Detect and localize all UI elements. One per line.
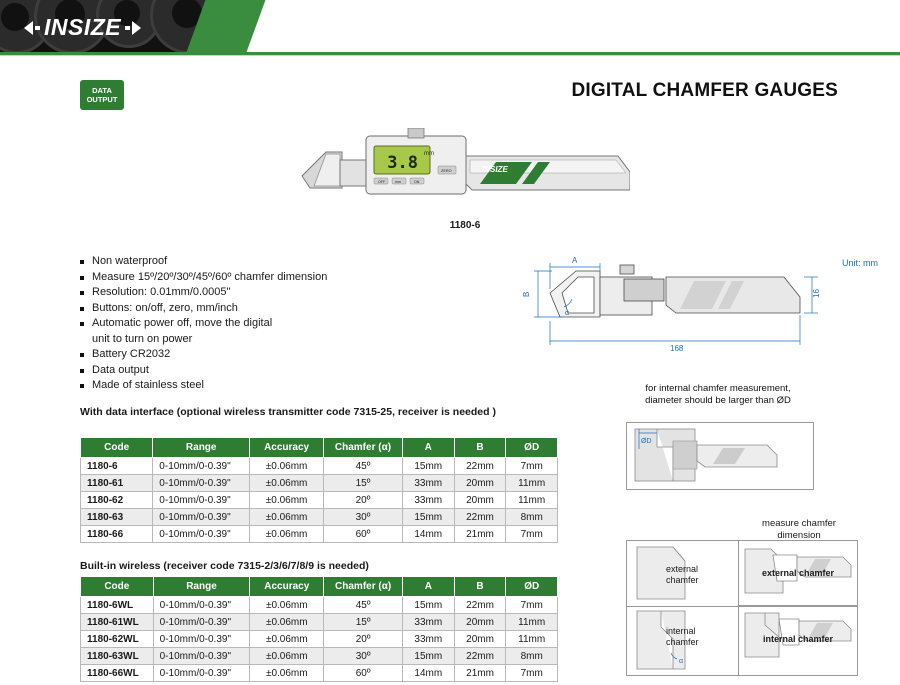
cell-accuracy: ±0.06mm (250, 458, 324, 475)
cell-code: 1180-63WL (81, 648, 154, 665)
cell-b: 21mm (454, 526, 506, 543)
list-item: Made of stainless steel (80, 379, 400, 393)
cell-b: 22mm (454, 597, 506, 614)
od-diagram-svg (627, 423, 811, 487)
internal-chamfer-text: internal chamfer (666, 626, 699, 647)
table-row (81, 631, 558, 648)
cell-od: 7mm (506, 665, 558, 682)
cell-b: 22mm (454, 509, 506, 526)
cell-od: 7mm (506, 526, 558, 543)
table-row (81, 665, 558, 682)
cell-chamfer: 45º (324, 597, 403, 614)
external-chamfer-text: external chamfer (666, 564, 699, 585)
cell-chamfer: 45º (324, 458, 403, 475)
table1-header-row (81, 438, 558, 458)
cell-accuracy: ±0.06mm (250, 597, 324, 614)
cell-od: 11mm (506, 614, 558, 631)
cell-od: 8mm (506, 509, 558, 526)
table1-col-a: A (402, 438, 454, 458)
product-photo (300, 128, 630, 206)
cell-a: 14mm (402, 665, 454, 682)
cell-a: 15mm (402, 458, 454, 475)
table2-col-od: ØD (506, 577, 558, 597)
cell-code: 1180-62 (81, 492, 153, 509)
cell-accuracy: ±0.06mm (250, 665, 324, 682)
cell-a: 15mm (402, 509, 454, 526)
cell-a: 33mm (402, 631, 454, 648)
cell-range: 0-10mm/0-0.39" (153, 665, 250, 682)
cell-range: 0-10mm/0-0.39" (153, 492, 250, 509)
list-item: Automatic power off, move the digital (80, 317, 400, 331)
table2-col-a: A (402, 577, 454, 597)
cell-code: 1180-66 (81, 526, 153, 543)
table1-title: With data interface (optional wireless transmitter code 7315-25, receiver is needed ) (80, 406, 496, 418)
cell-range: 0-10mm/0-0.39" (153, 614, 250, 631)
table2-col-range: Range (153, 577, 250, 597)
data-output-badge (80, 80, 124, 110)
cell-a: 33mm (402, 492, 454, 509)
cell-od: 11mm (506, 492, 558, 509)
cell-accuracy: ±0.06mm (250, 492, 324, 509)
cell-accuracy: ±0.06mm (250, 648, 324, 665)
svg-text:OFF: OFF (378, 180, 386, 184)
table1-col-chamfer: Chamfer (α) (324, 438, 403, 458)
svg-text:mm: mm (424, 151, 434, 157)
svg-text:α: α (679, 658, 684, 665)
internal-chamfer-note: for internal chamfer measurement, diameter should be larger than ØD (645, 383, 791, 406)
cell-chamfer: 60º (324, 665, 403, 682)
cell-b: 21mm (454, 665, 506, 682)
list-item: Measure 15º/20º/30º/45º/60º chamfer dimension (80, 271, 400, 285)
feature-list (80, 255, 400, 395)
cell-od: 11mm (506, 631, 558, 648)
table2-title: Built-in wireless (receiver code 7315-2/3/6/7/8/9 is needed) (80, 560, 369, 572)
product-caption: 1180-6 (449, 220, 481, 231)
table-row (81, 475, 558, 492)
cell-code: 1180-61WL (81, 614, 154, 631)
svg-text:3.8: 3.8 (387, 153, 418, 173)
cell-chamfer: 20º (324, 631, 403, 648)
cell-chamfer: 30º (324, 509, 403, 526)
svg-text:INSIZE: INSIZE (482, 165, 508, 174)
list-item-cont: unit to turn on power (92, 332, 193, 345)
external-chamfer-label (666, 564, 728, 586)
measure-chamfer-note (744, 518, 854, 541)
cell-chamfer: 15º (324, 475, 403, 492)
cell-code: 1180-61 (81, 475, 153, 492)
brand-logo-text: INSIZE (44, 14, 122, 40)
cell-chamfer: 15º (324, 614, 403, 631)
brand-logo (24, 14, 141, 41)
table-row (81, 509, 558, 526)
badge-line-1: DATA (92, 86, 112, 95)
table-row (81, 526, 558, 543)
svg-text:A: A (572, 256, 578, 265)
cell-chamfer: 20º (324, 492, 403, 509)
list-item: Resolution: 0.01mm/0.0005" (80, 286, 400, 300)
dimension-drawing-svg (520, 255, 870, 365)
cell-od: 7mm (506, 458, 558, 475)
dimension-drawing (520, 255, 870, 365)
cell-a: 15mm (402, 597, 454, 614)
measure-internal-text: internal chamfer (762, 634, 834, 644)
cell-code: 1180-62WL (81, 631, 154, 648)
cell-accuracy: ±0.06mm (250, 631, 324, 648)
cell-range: 0-10mm/0-0.39" (153, 597, 250, 614)
cell-b: 20mm (454, 475, 506, 492)
header-rule-gray (0, 55, 900, 56)
table-row (81, 458, 558, 475)
cell-accuracy: ±0.06mm (250, 509, 324, 526)
cell-b: 20mm (454, 492, 506, 509)
table2-col-chamfer: Chamfer (α) (324, 577, 403, 597)
table1-col-code: Code (81, 438, 153, 458)
cell-range: 0-10mm/0-0.39" (153, 458, 250, 475)
measure-internal-label (744, 634, 852, 645)
table1-col-range: Range (153, 438, 250, 458)
table-row (81, 492, 558, 509)
list-item: Buttons: on/off, zero, mm/inch (80, 302, 400, 316)
table2-col-accuracy: Accuracy (250, 577, 324, 597)
cell-a: 14mm (402, 526, 454, 543)
logo-left-arrow-icon (24, 21, 33, 35)
logo-left-bar-icon (35, 26, 40, 30)
table-row (81, 614, 558, 631)
cell-b: 20mm (454, 631, 506, 648)
cell-code: 1180-6WL (81, 597, 154, 614)
page-header (0, 0, 900, 52)
svg-text:ØD: ØD (641, 438, 652, 445)
product-illustration (300, 128, 630, 208)
table-row (81, 597, 558, 614)
cell-accuracy: ±0.06mm (250, 614, 324, 631)
table2 (80, 576, 558, 682)
svg-text:ON: ON (414, 180, 420, 184)
svg-text:ZERO: ZERO (441, 169, 452, 173)
table-row (81, 648, 558, 665)
logo-right-arrow-icon (132, 21, 141, 35)
table1 (80, 437, 558, 543)
measure-external-text: external chamfer (761, 568, 835, 578)
cell-od: 11mm (506, 475, 558, 492)
cell-chamfer: 60º (324, 526, 403, 543)
svg-text:168: 168 (670, 344, 684, 353)
table2-header-row (81, 577, 558, 597)
cell-a: 33mm (402, 475, 454, 492)
cell-code: 1180-66WL (81, 665, 154, 682)
svg-text:α: α (565, 310, 570, 317)
logo-right-bar-icon (125, 26, 130, 30)
cell-b: 20mm (454, 614, 506, 631)
table1-col-b: B (454, 438, 506, 458)
cell-code: 1180-6 (81, 458, 153, 475)
list-item: Data output (80, 364, 400, 378)
table1-col-od: ØD (506, 438, 558, 458)
cell-range: 0-10mm/0-0.39" (153, 509, 250, 526)
list-item: Battery CR2032 (80, 348, 400, 362)
unit-label: Unit: mm (842, 258, 878, 268)
table2-col-b: B (454, 577, 506, 597)
page-title: DIGITAL CHAMFER GAUGES (571, 80, 838, 101)
list-item: Non waterproof (80, 255, 400, 269)
cell-b: 22mm (454, 458, 506, 475)
svg-text:16: 16 (812, 289, 821, 298)
internal-chamfer-label (666, 626, 728, 648)
cell-od: 7mm (506, 597, 558, 614)
cell-a: 33mm (402, 614, 454, 631)
cell-range: 0-10mm/0-0.39" (153, 631, 250, 648)
cell-accuracy: ±0.06mm (250, 475, 324, 492)
cell-chamfer: 30º (324, 648, 403, 665)
od-diagram-box (626, 422, 814, 490)
measure-external-label (744, 568, 852, 579)
table1-col-accuracy: Accuracy (250, 438, 324, 458)
svg-text:B: B (522, 291, 531, 297)
table2-col-code: Code (81, 577, 154, 597)
badge-line-2: OUTPUT (86, 95, 118, 104)
measure-chamfer-line1: measure chamfer dimension (762, 518, 836, 541)
cell-range: 0-10mm/0-0.39" (153, 475, 250, 492)
cell-accuracy: ±0.06mm (250, 526, 324, 543)
cell-range: 0-10mm/0-0.39" (153, 648, 250, 665)
cell-b: 22mm (454, 648, 506, 665)
cell-a: 15mm (402, 648, 454, 665)
svg-text:mm: mm (395, 180, 401, 184)
cell-range: 0-10mm/0-0.39" (153, 526, 250, 543)
cell-od: 8mm (506, 648, 558, 665)
cell-code: 1180-63 (81, 509, 153, 526)
